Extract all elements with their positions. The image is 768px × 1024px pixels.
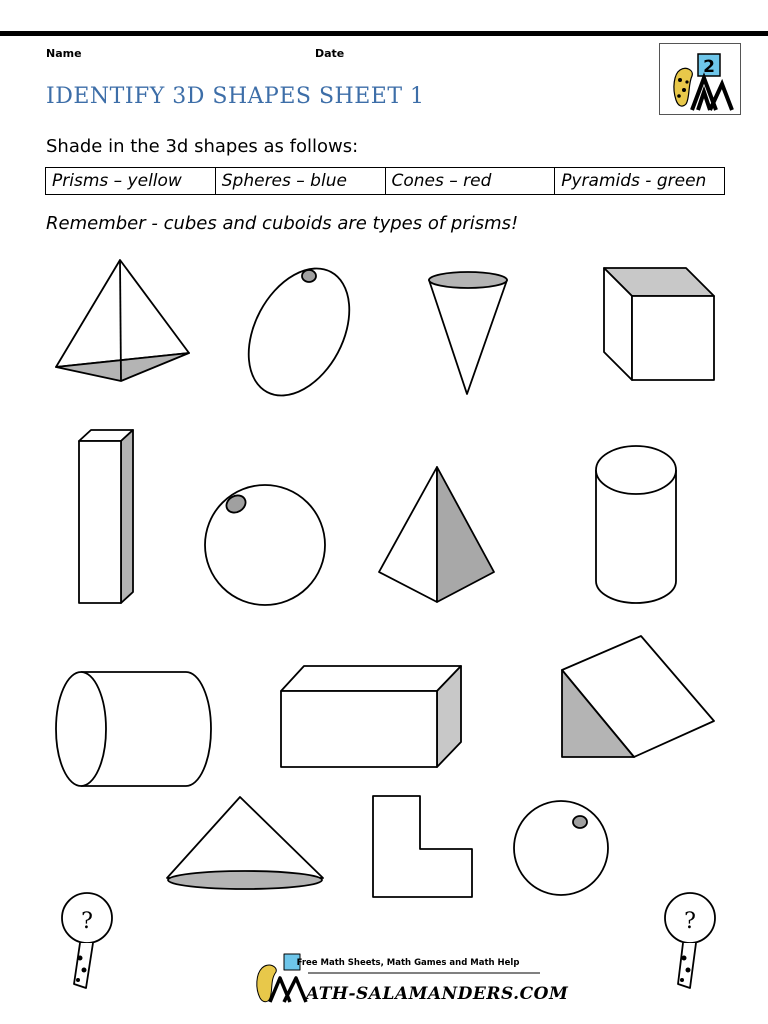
name-label: Name bbox=[46, 47, 82, 60]
reminder-text: Remember - cubes and cuboids are types of prisms! bbox=[46, 213, 519, 234]
key-pyramids: Pyramids - green bbox=[555, 168, 725, 195]
instructions-text: Shade in the 3d shapes as follows: bbox=[46, 136, 359, 157]
tall-cuboid-shape[interactable] bbox=[79, 430, 133, 603]
lying-cylinder-shape[interactable] bbox=[56, 672, 211, 786]
date-label: Date bbox=[315, 47, 345, 60]
sphere-shape-1[interactable] bbox=[205, 485, 325, 605]
l-shape[interactable] bbox=[373, 796, 472, 897]
upright-cylinder-shape[interactable] bbox=[596, 446, 676, 603]
cuboid-shape[interactable] bbox=[281, 666, 461, 767]
key-prisms: Prisms – yellow bbox=[46, 168, 216, 195]
help-icon-left[interactable] bbox=[62, 893, 112, 988]
tilted-sphere-shape[interactable] bbox=[228, 251, 370, 412]
footer-site-name: ATH-SALAMANDERS.COM bbox=[306, 984, 569, 1004]
logo-number: 2 bbox=[703, 57, 715, 77]
key-spheres: Spheres – blue bbox=[215, 168, 385, 195]
cube-shape[interactable] bbox=[604, 268, 714, 380]
cone-shape-2[interactable] bbox=[167, 797, 323, 889]
cone-shape-1[interactable] bbox=[429, 272, 507, 394]
help-icon-right[interactable] bbox=[665, 893, 715, 988]
svg-text:?: ? bbox=[81, 909, 93, 934]
triangular-prism-shape[interactable] bbox=[562, 636, 714, 757]
page-title: IDENTIFY 3D SHAPES SHEET 1 bbox=[46, 84, 425, 109]
svg-text:?: ? bbox=[684, 909, 696, 934]
footer-tagline: Free Math Sheets, Math Games and Math Help bbox=[296, 958, 520, 968]
sphere-shape-2[interactable] bbox=[514, 801, 608, 895]
key-cones: Cones – red bbox=[385, 168, 555, 195]
pyramid-shape-2[interactable] bbox=[379, 467, 494, 602]
pyramid-shape-1[interactable] bbox=[56, 260, 189, 381]
